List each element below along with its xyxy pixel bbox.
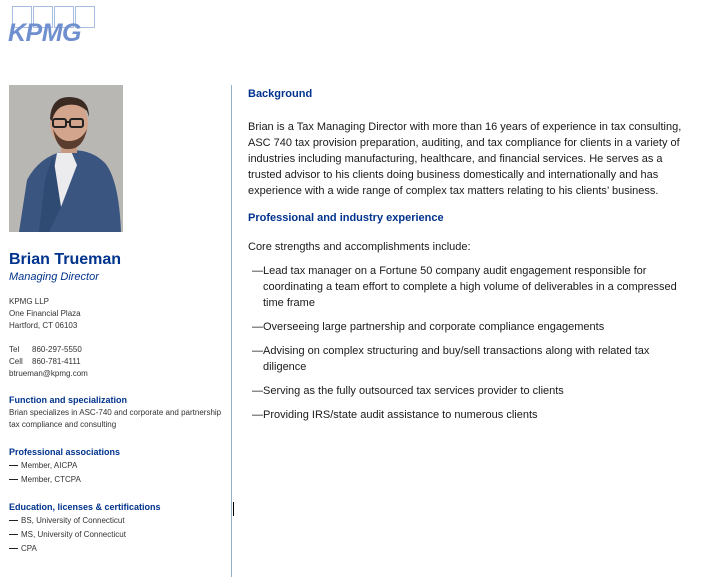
logo-text: KPMG xyxy=(8,19,81,47)
association-label: Member, AICPA xyxy=(21,461,78,470)
education-item xyxy=(9,514,224,528)
experience-text: Serving as the fully outsourced tax services provider to clients xyxy=(263,385,564,397)
dash-icon: — xyxy=(252,345,263,357)
experience-item xyxy=(252,319,693,335)
dash-icon xyxy=(9,479,18,480)
dash-icon: — xyxy=(252,321,263,333)
education-label: BS, University of Connecticut xyxy=(21,516,125,525)
tel-label: Tel xyxy=(9,345,20,354)
experience-text: Advising on complex structuring and buy/sell transactions along with related tax diligence xyxy=(263,345,650,373)
function-heading: Function and specialization xyxy=(9,395,128,405)
tel-row xyxy=(9,344,224,356)
association-item xyxy=(9,459,224,473)
left-column xyxy=(9,250,224,556)
dash-icon xyxy=(9,534,18,535)
cell-number[interactable]: 860-781-4111 xyxy=(32,357,81,366)
education-item xyxy=(9,542,224,556)
profile-photo xyxy=(9,85,123,232)
experience-text: Providing IRS/state audit assistance to numerous clients xyxy=(263,409,538,421)
experience-item xyxy=(252,407,693,423)
experience-heading: Professional and industry experience xyxy=(248,212,444,224)
portrait-image xyxy=(9,85,123,232)
background-text: Brian is a Tax Managing Director with more than 16 years of experience in tax consulting, ASC 740 tax provision preparation, auditing, and tax compliance for clients in a variety of industries including manufacturing, healthcare, and financial services. He serves as a trusted advisor to his clients doing business domestically and internationally and has experience with a wide range of complex tax matters relating to his clients’ business. xyxy=(248,121,682,197)
dash-icon: — xyxy=(252,385,263,397)
dash-icon xyxy=(9,548,18,549)
experience-text: Overseeing large partnership and corporate compliance engagements xyxy=(263,321,605,333)
kpmg-logo xyxy=(8,6,98,46)
dash-icon: — xyxy=(252,265,263,277)
dash-icon xyxy=(9,520,18,521)
education-heading: Education, licenses & certifications xyxy=(9,502,161,512)
function-text: Brian specializes in ASC-740 and corporate and partnership tax compliance and consulting xyxy=(9,408,222,429)
education-item xyxy=(9,528,224,542)
text-cursor xyxy=(233,502,234,516)
dash-icon: — xyxy=(252,409,263,421)
email-link[interactable]: btrueman@kpmg.com xyxy=(9,369,88,378)
experience-intro: Core strengths and accomplishments include: xyxy=(248,241,471,253)
experience-text: Lead tax manager on a Fortune 50 company audit engagement responsible for coordinating a team effort to complete a high volume of deliverables in a compressed time frame xyxy=(263,265,677,309)
association-label: Member, CTCPA xyxy=(21,475,81,484)
address-line-1: One Financial Plaza xyxy=(9,309,81,318)
cell-row xyxy=(9,356,224,368)
person-title: Managing Director xyxy=(9,271,99,283)
experience-item xyxy=(252,263,693,311)
experience-item xyxy=(252,343,693,375)
association-item xyxy=(9,473,224,487)
background-heading: Background xyxy=(248,88,313,100)
dash-icon xyxy=(9,465,18,466)
address-line-2: Hartford, CT 06103 xyxy=(9,321,78,330)
right-column xyxy=(248,87,693,431)
column-divider xyxy=(231,85,232,577)
cell-label: Cell xyxy=(9,357,23,366)
education-label: MS, University of Connecticut xyxy=(21,530,126,539)
associations-heading: Professional associations xyxy=(9,447,121,457)
company: KPMG LLP xyxy=(9,297,50,306)
experience-item xyxy=(252,383,693,399)
person-name: Brian Trueman xyxy=(9,251,122,268)
education-label: CPA xyxy=(21,544,37,553)
tel-number[interactable]: 860-297-5550 xyxy=(32,345,82,354)
